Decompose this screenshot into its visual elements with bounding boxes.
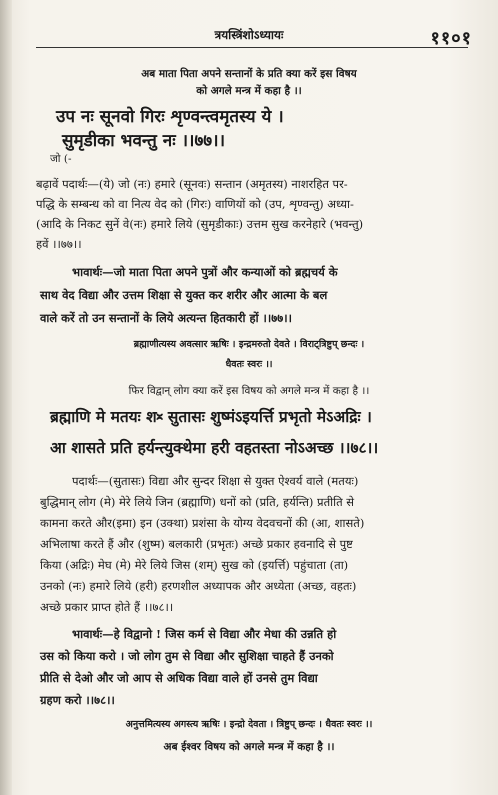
padartha-line: पदार्थः—(सुतासः) विद्या और सुन्दर शिक्षा से युक्त ऐश्वर्य वाले (मतयः): [72, 474, 359, 488]
padartha-line: उनको (नः) हमारे लिये (हरी) हरणशील अध्यापक और अध्येता (अच्छ, वहतः): [40, 579, 357, 593]
header-rule: [36, 47, 468, 48]
padartha-line: किया (अद्रिः) मेघ (मे) मेरे लिये जिस (शम्) सुख को (इयर्त्ति) पहुंचाता (ता): [40, 558, 349, 572]
bhavartha-line: ग्रहण करो ।।७८।।: [40, 693, 115, 707]
rishi-line: ब्रह्माणीत्यस्य अवत्सार ऋषिः । इन्द्रमरुतो देवते । विराट्त्रिष्टुप् छन्दः ।: [133, 339, 365, 350]
rishi-line: अनुत्तमित्यस्य अगस्त्य ऋषिः । इन्द्रो देवता । त्रिष्टुप् छन्दः । धैवतः स्वरः ।।: [125, 719, 373, 730]
intro-line: अब ईश्वर विषय को अगले मन्त्र में कहा है ।।: [163, 741, 335, 753]
mantra-line: उप नः सूनवो गिरः शृण्वन्त्वमृतस्य ये ।: [56, 107, 284, 127]
bhavartha-line: वाले करें तो उन सन्तानों के लिये अत्यन्त हितकारी हों ।।७७।।: [40, 311, 292, 325]
bhavartha-line: साथ वेद विद्या और उत्तम शिक्षा से युक्त कर शरीर और आत्मा के बल: [40, 288, 328, 302]
handwritten-annotation: जो (-: [50, 153, 72, 165]
padartha-line: बुद्धिमान् लोग (मे) मेरे लिये जिन (ब्रह्माणि) धनों को (प्रति, हर्यन्ति) प्रतीति से: [40, 495, 355, 509]
bhavartha-line: भावार्थः—जो माता पिता अपने पुत्रों और कन्याओं को ब्रह्मचर्य के: [72, 265, 338, 279]
intro-line: फिर विद्वान् लोग क्या करें इस विषय को अगले मन्त्र में कहा है ।।: [128, 385, 370, 397]
padartha-line: बढ़ावें पदार्थः—(ये) जो (नः) हमारे (सूनवः) सन्तान (अमृतस्य) नाशरहित पर-: [36, 177, 348, 191]
bhavartha-line: भावार्थः—हे विद्वानो ! जिस कर्म से विद्या और मेधा की उन्नति हो: [72, 627, 337, 641]
chapter-title: त्रयस्त्रिंशोऽध्यायः: [214, 28, 284, 42]
bhavartha-line: उस को किया करो । जो लोग तुम से विद्या और सुशिक्षा चाहते हैं उनको: [40, 649, 334, 663]
bhavartha-line: प्रीति से देओ और जो आप से अधिक विद्या वाले हों उनसे तुम विद्या: [40, 671, 318, 685]
rishi-line: धैवतः स्वरः ।।: [225, 359, 273, 370]
mantra-line: सुमृडीका भवन्तु नः ।।७७।।: [62, 131, 226, 151]
intro-line: को अगले मन्त्र में कहा है ।।: [196, 85, 302, 97]
padartha-line: पद्धि के सम्बन्ध को वा नित्य वेद को (गिरः) वाणियों को (उप, शृण्वन्तु) अध्या-: [36, 197, 354, 211]
page-number: ११०१: [430, 28, 472, 49]
padartha-line: अच्छे प्रकार प्राप्त होते हैं ।।७८।।: [40, 600, 174, 614]
padartha-line: हवें ।।७७।।: [36, 237, 82, 251]
mantra-line: आ शासते प्रति हर्यन्त्युक्थेमा हरी वहतस्ता नोऽअच्छ ।।७८।।: [50, 438, 379, 457]
padartha-line: अभिलाषा करते हैं और (शुष्म) बलकारी (प्रभृतः) अच्छे प्रकार हवनादि से पुष्ट: [40, 537, 353, 551]
padartha-line: (आदि के निकट सुनें वे(नः) हमारे लिये (सुमृडीकाः) उत्तम सुख करनेहारे (भवन्तु): [36, 217, 364, 231]
intro-line: अब माता पिता अपने सन्तानों के प्रति क्या करें इस विषय: [141, 68, 357, 80]
mantra-line: ब्रह्माणि मे मतयः शᳲ सुतासः शुष्मंऽइयर्त्ति प्रभृतो मेऽअद्रिः ।: [50, 407, 372, 426]
padartha-line: कामना करते और(इमा) इन (उक्था) प्रशंसा के योग्य वेदवचनों की (आ, शासते): [40, 516, 365, 530]
